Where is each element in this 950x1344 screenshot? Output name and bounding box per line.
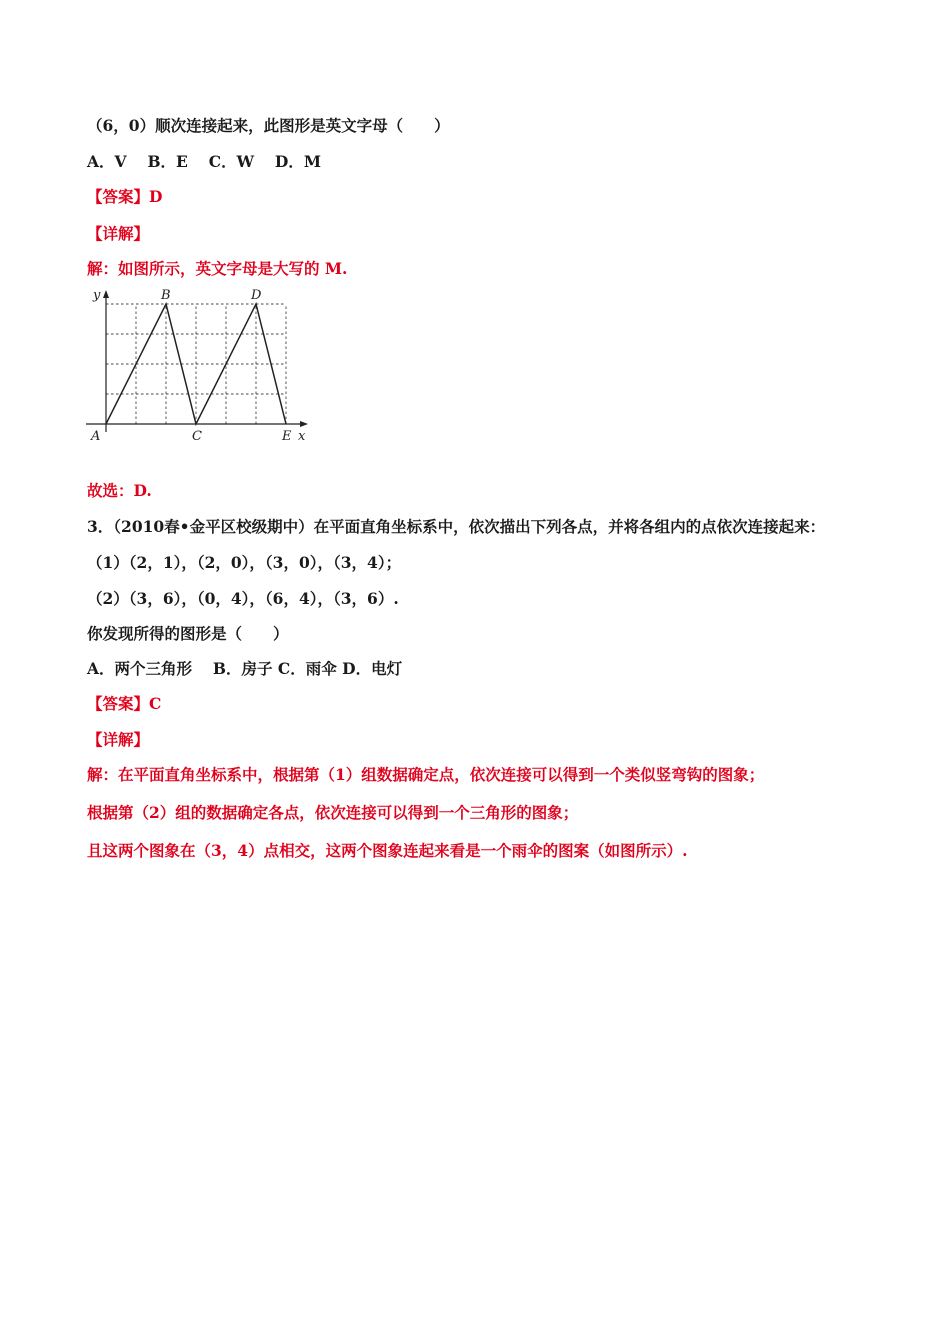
figure-grid: [106, 304, 286, 424]
q3-stem: 3．（2010春•金平区校级期中）在平面直角坐标系中，依次描出下列各点，并将各组内的点依次连接起来：: [87, 517, 826, 536]
x-axis-arrow: [300, 421, 308, 427]
q3-solution-1: 解：在平面直角坐标系中，根据第（1）组数据确定点，依次连接可以得到一个类似竖弯钩的图象；: [87, 765, 765, 784]
point-label-d: D: [251, 288, 262, 303]
q3-group2: （2）（3，6），（0，4），（6，4），（3，6）.: [87, 589, 399, 608]
y-axis-label: y: [93, 288, 101, 303]
q3-answer: 【答案】C: [87, 694, 162, 713]
q2-stem-tail: （6，0）顺次连接起来，此图形是英文字母（ ）: [87, 116, 450, 135]
q2-conclusion: 故选：D.: [87, 481, 152, 500]
q3-detail-label: 【详解】: [87, 730, 150, 749]
q2-options: A．V B．E C．W D．M: [87, 152, 321, 171]
q3-question: 你发现所得的图形是（ ）: [87, 624, 289, 643]
q3-options: A．两个三角形 B．房子 C．雨伞 D．电灯: [87, 659, 403, 678]
point-label-e: E: [282, 429, 292, 444]
point-label-c: C: [192, 429, 202, 444]
x-axis-label: x: [298, 429, 306, 444]
q2-detail-label: 【详解】: [87, 224, 150, 243]
coordinate-figure: [84, 286, 316, 446]
q3-solution-2: 根据第（2）组的数据确定各点，依次连接可以得到一个三角形的图象；: [87, 803, 579, 822]
q2-solution: 解：如图所示，英文字母是大写的 M.: [87, 259, 348, 278]
q2-answer: 【答案】D: [87, 187, 163, 206]
y-axis-arrow: [103, 290, 109, 298]
point-label-a: A: [91, 429, 101, 444]
q3-group1: （1）（2，1），（2，0），（3，0），（3，4）；: [87, 553, 402, 572]
q3-solution-3: 且这两个图象在（3，4）点相交，这两个图象连起来看是一个雨伞的图案（如图所示）.: [87, 841, 688, 860]
point-label-b: B: [161, 288, 171, 303]
letter-m-shape: [90, 288, 292, 444]
